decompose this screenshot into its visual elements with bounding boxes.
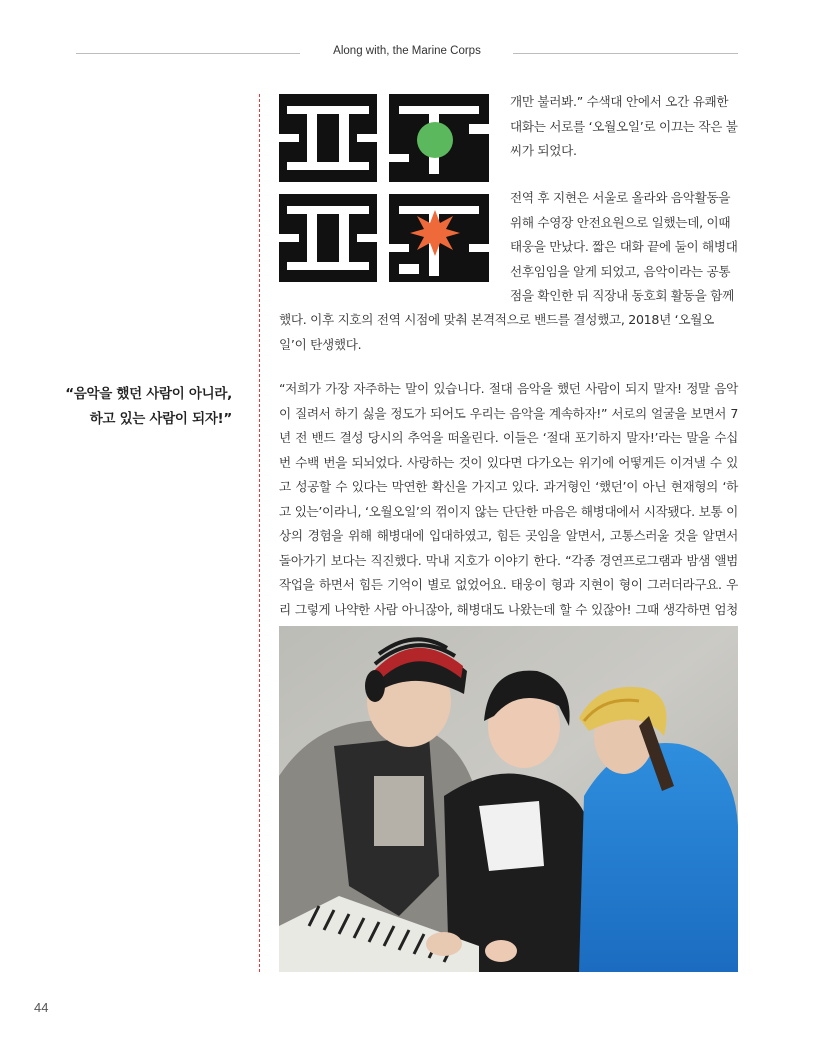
pull-quote-line-2: 하고 있는 사람이 되자!”	[89, 411, 232, 427]
page-number: 44	[34, 1000, 49, 1015]
band-logo	[279, 94, 489, 284]
paragraph-2-full: 했다. 이후 지호의 전역 시점에 맞춰 본격적으로 밴드를 결성했고, 2018년 ‘오월오일’이 탄생했다.	[279, 312, 714, 352]
green-circle-icon	[417, 122, 453, 158]
pull-quote-line-1: “음악을 했던 사람이 아니라,	[65, 386, 232, 402]
orange-star-icon	[410, 210, 460, 256]
paragraph-1: 개만 불러봐.” 수색대 안에서 오간 유쾌한 대화는 서로를 ‘오월오일’로 이끄는 작은 불씨가 되었다.	[510, 94, 738, 158]
band-photo	[279, 626, 738, 972]
paragraph-3: “저희가 가장 자주하는 말이 있습니다. 절대 음악을 했던 사람이 되지 말자! 정말 음악이 질려서 하기 싫을 정도가 되어도 우리는 음악을 계속하자!” 서로의 얼굴을 보면서 7년 전 밴드 결성 당시의 추억을 떠올린다. 이들은 ‘절대 포기하지 말자!’라는 말을 수십번 수백 번을 되뇌었다. 사랑하는 것이 있다면 다가오는 위기에 어떻게든 이겨낼 수 있고 성공할 수 있다는 막연한 확신을 가지고 있다. 과거형인 ‘했던’이 아닌 현재형의 ‘하고 있는’이라니, ‘오월오일’의 꺾이지 않는 단단한 마음은 해병대에서 시작됐다. 보통 이상의 경험을 위해 해병대에 입대하였고, 힘든 곳임을 알면서, 고통스러울 것을 알면서 돌아가기 보다는 직진했다. 막내 지호가 이야기 한다. “각종 경연프로그램과 밤샘 앨범작업을 하면서 힘든 기억이 별로 없었어요. 태웅이 형과 지현이 형이 그러더라구요. 우리 그렇게 나약한 사람 아니잖아, 해병대도 나왔는데 할 수 있잖아! 그때 생각하면 엄청	[279, 381, 738, 617]
running-header	[76, 44, 738, 64]
paragraph-2-side: 전역 후 지현은 서울로 올라와 음악활동을 위해 수영장 안전요원으로 일했는데, 이때 태웅을 만났다. 짧은 대화 끝에 둘이 해병대 선후임임을 알게 되었고, 음악이라는 공통점을 확인한 뒤 직장내 동호회 활동을 함께	[510, 190, 738, 303]
header-title: Along with, the Marine Corps	[333, 45, 481, 57]
pull-quote	[32, 382, 232, 432]
header-rule-right	[513, 53, 738, 54]
dashed-divider	[259, 94, 260, 972]
